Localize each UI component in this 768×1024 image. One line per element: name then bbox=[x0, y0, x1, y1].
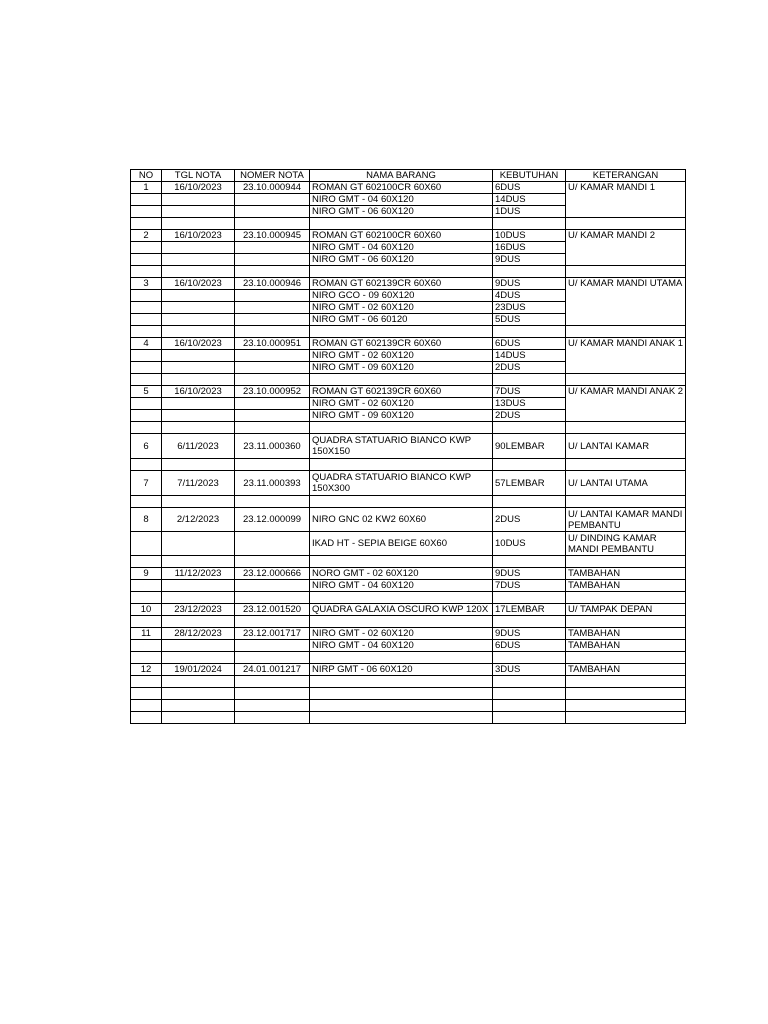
cell-tgl-nota: 16/10/2023 bbox=[162, 278, 235, 290]
cell-keterangan: TAMBAHAN bbox=[566, 664, 686, 676]
cell-no bbox=[131, 532, 162, 556]
cell-no: 2 bbox=[131, 230, 162, 242]
table-row bbox=[131, 604, 686, 616]
cell-no bbox=[131, 496, 162, 508]
cell-nomer-nota bbox=[235, 362, 310, 374]
cell-no bbox=[131, 326, 162, 338]
cell-no bbox=[131, 254, 162, 266]
cell-keterangan bbox=[566, 688, 686, 700]
cell-nama-barang: NIRO GMT - 06 60X120 bbox=[310, 254, 493, 266]
cell-nomer-nota bbox=[235, 314, 310, 326]
cell-tgl-nota bbox=[162, 712, 235, 724]
cell-keterangan: TAMBAHAN bbox=[566, 628, 686, 640]
cell-nama-barang: ROMAN GT 602139CR 60X60 bbox=[310, 338, 493, 350]
cell-kebutuhan bbox=[493, 652, 566, 664]
cell-nomer-nota: 23.10.000946 bbox=[235, 278, 310, 290]
table-row bbox=[131, 700, 686, 712]
table-row bbox=[131, 362, 686, 374]
cell-kebutuhan: 10DUS bbox=[493, 230, 566, 242]
cell-no: 7 bbox=[131, 471, 162, 496]
cell-nomer-nota bbox=[235, 410, 310, 422]
cell-keterangan bbox=[566, 398, 686, 410]
cell-kebutuhan: 6DUS bbox=[493, 182, 566, 194]
cell-tgl-nota bbox=[162, 254, 235, 266]
cell-nomer-nota bbox=[235, 302, 310, 314]
table-row bbox=[131, 628, 686, 640]
table-row bbox=[131, 290, 686, 302]
cell-tgl-nota: 11/12/2023 bbox=[162, 568, 235, 580]
table-row bbox=[131, 434, 686, 459]
cell-tgl-nota bbox=[162, 218, 235, 230]
cell-no bbox=[131, 700, 162, 712]
table-row bbox=[131, 338, 686, 350]
cell-kebutuhan: 16DUS bbox=[493, 242, 566, 254]
table-row bbox=[131, 386, 686, 398]
cell-keterangan bbox=[566, 362, 686, 374]
cell-tgl-nota bbox=[162, 459, 235, 471]
header-kebutuhan: KEBUTUHAN bbox=[493, 170, 566, 182]
cell-nama-barang: NIRO GMT - 06 60120 bbox=[310, 314, 493, 326]
cell-keterangan bbox=[566, 652, 686, 664]
cell-nomer-nota bbox=[235, 688, 310, 700]
cell-no bbox=[131, 652, 162, 664]
cell-keterangan: U/ DINDING KAMAR MANDI PEMBANTU bbox=[566, 532, 686, 556]
cell-tgl-nota bbox=[162, 616, 235, 628]
cell-kebutuhan: 10DUS bbox=[493, 532, 566, 556]
header-row bbox=[131, 170, 686, 182]
cell-kebutuhan: 9DUS bbox=[493, 254, 566, 266]
cell-nama-barang bbox=[310, 592, 493, 604]
cell-nama-barang bbox=[310, 459, 493, 471]
cell-keterangan bbox=[566, 194, 686, 206]
header-tgl-nota: TGL NOTA bbox=[162, 170, 235, 182]
cell-kebutuhan bbox=[493, 266, 566, 278]
cell-tgl-nota bbox=[162, 326, 235, 338]
cell-tgl-nota bbox=[162, 652, 235, 664]
cell-tgl-nota: 16/10/2023 bbox=[162, 338, 235, 350]
cell-nomer-nota: 23.10.000944 bbox=[235, 182, 310, 194]
cell-keterangan: U/ TAMPAK DEPAN bbox=[566, 604, 686, 616]
cell-nama-barang: NORO GMT - 02 60X120 bbox=[310, 568, 493, 580]
cell-nama-barang: NIRO GMT - 02 60X120 bbox=[310, 302, 493, 314]
cell-kebutuhan bbox=[493, 700, 566, 712]
cell-kebutuhan: 14DUS bbox=[493, 350, 566, 362]
cell-nomer-nota bbox=[235, 459, 310, 471]
cell-keterangan: U/ KAMAR MANDI UTAMA bbox=[566, 278, 686, 290]
cell-nomer-nota bbox=[235, 616, 310, 628]
table-row bbox=[131, 556, 686, 568]
cell-no bbox=[131, 206, 162, 218]
cell-no bbox=[131, 362, 162, 374]
table-row bbox=[131, 206, 686, 218]
cell-nama-barang: NIRO GMT - 09 60X120 bbox=[310, 362, 493, 374]
cell-nama-barang bbox=[310, 676, 493, 688]
header-keterangan: KETERANGAN bbox=[566, 170, 686, 182]
cell-tgl-nota bbox=[162, 422, 235, 434]
cell-tgl-nota bbox=[162, 302, 235, 314]
cell-tgl-nota bbox=[162, 206, 235, 218]
cell-kebutuhan: 7DUS bbox=[493, 386, 566, 398]
cell-nomer-nota bbox=[235, 218, 310, 230]
table-row bbox=[131, 652, 686, 664]
cell-nama-barang: NIRO GCO - 09 60X120 bbox=[310, 290, 493, 302]
cell-nomer-nota: 23.12.000099 bbox=[235, 508, 310, 532]
cell-no: 10 bbox=[131, 604, 162, 616]
cell-tgl-nota bbox=[162, 362, 235, 374]
cell-kebutuhan: 90LEMBAR bbox=[493, 434, 566, 459]
cell-nama-barang bbox=[310, 616, 493, 628]
cell-nomer-nota bbox=[235, 266, 310, 278]
cell-nama-barang: NIRP GMT - 06 60X120 bbox=[310, 664, 493, 676]
cell-tgl-nota bbox=[162, 556, 235, 568]
table-row bbox=[131, 688, 686, 700]
table-row bbox=[131, 422, 686, 434]
cell-kebutuhan bbox=[493, 712, 566, 724]
header-nomer-nota: NOMER NOTA bbox=[235, 170, 310, 182]
cell-no: 6 bbox=[131, 434, 162, 459]
cell-keterangan bbox=[566, 700, 686, 712]
table-row bbox=[131, 616, 686, 628]
cell-nomer-nota bbox=[235, 652, 310, 664]
cell-kebutuhan: 17LEMBAR bbox=[493, 604, 566, 616]
cell-nama-barang: IKAD HT - SEPIA BEIGE 60X60 bbox=[310, 532, 493, 556]
cell-no: 11 bbox=[131, 628, 162, 640]
cell-tgl-nota bbox=[162, 688, 235, 700]
cell-kebutuhan bbox=[493, 374, 566, 386]
cell-no bbox=[131, 640, 162, 652]
cell-nama-barang bbox=[310, 556, 493, 568]
cell-nama-barang: ROMAN GT 602139CR 60X60 bbox=[310, 278, 493, 290]
cell-no bbox=[131, 266, 162, 278]
cell-keterangan bbox=[566, 242, 686, 254]
cell-kebutuhan: 57LEMBAR bbox=[493, 471, 566, 496]
cell-nomer-nota: 24.01.001217 bbox=[235, 664, 310, 676]
cell-nama-barang: ROMAN GT 602139CR 60X60 bbox=[310, 386, 493, 398]
cell-nama-barang bbox=[310, 422, 493, 434]
cell-kebutuhan bbox=[493, 556, 566, 568]
cell-tgl-nota bbox=[162, 676, 235, 688]
cell-tgl-nota bbox=[162, 374, 235, 386]
cell-nama-barang bbox=[310, 218, 493, 230]
table-row bbox=[131, 508, 686, 532]
cell-nama-barang: NIRO GNC 02 KW2 60X60 bbox=[310, 508, 493, 532]
cell-nomer-nota bbox=[235, 374, 310, 386]
cell-no: 1 bbox=[131, 182, 162, 194]
cell-keterangan bbox=[566, 616, 686, 628]
cell-kebutuhan: 2DUS bbox=[493, 508, 566, 532]
table-row bbox=[131, 712, 686, 724]
cell-no bbox=[131, 556, 162, 568]
table-row bbox=[131, 471, 686, 496]
table-row bbox=[131, 302, 686, 314]
table-row bbox=[131, 640, 686, 652]
table-row bbox=[131, 254, 686, 266]
table-row bbox=[131, 592, 686, 604]
cell-keterangan: U/ LANTAI KAMAR MANDI PEMBANTU bbox=[566, 508, 686, 532]
table-row bbox=[131, 664, 686, 676]
cell-no bbox=[131, 422, 162, 434]
table-row bbox=[131, 218, 686, 230]
cell-keterangan bbox=[566, 266, 686, 278]
cell-nama-barang bbox=[310, 712, 493, 724]
cell-tgl-nota bbox=[162, 410, 235, 422]
cell-kebutuhan bbox=[493, 459, 566, 471]
table-row bbox=[131, 410, 686, 422]
cell-kebutuhan bbox=[493, 496, 566, 508]
table-row bbox=[131, 194, 686, 206]
cell-nomer-nota: 23.12.000666 bbox=[235, 568, 310, 580]
cell-nomer-nota bbox=[235, 242, 310, 254]
cell-keterangan bbox=[566, 556, 686, 568]
cell-tgl-nota: 16/10/2023 bbox=[162, 230, 235, 242]
cell-nama-barang bbox=[310, 496, 493, 508]
cell-tgl-nota bbox=[162, 496, 235, 508]
cell-nomer-nota bbox=[235, 640, 310, 652]
table-row bbox=[131, 459, 686, 471]
cell-no: 12 bbox=[131, 664, 162, 676]
cell-nomer-nota bbox=[235, 580, 310, 592]
cell-keterangan: U/ KAMAR MANDI 1 bbox=[566, 182, 686, 194]
cell-no bbox=[131, 459, 162, 471]
table-row bbox=[131, 676, 686, 688]
cell-keterangan bbox=[566, 374, 686, 386]
cell-keterangan: TAMBAHAN bbox=[566, 640, 686, 652]
cell-keterangan bbox=[566, 410, 686, 422]
cell-tgl-nota bbox=[162, 194, 235, 206]
cell-nama-barang: NIRO GMT - 04 60X120 bbox=[310, 640, 493, 652]
cell-tgl-nota: 16/10/2023 bbox=[162, 386, 235, 398]
cell-keterangan: U/ KAMAR MANDI 2 bbox=[566, 230, 686, 242]
cell-nomer-nota bbox=[235, 532, 310, 556]
cell-nomer-nota bbox=[235, 254, 310, 266]
header-no: NO bbox=[131, 170, 162, 182]
cell-no: 9 bbox=[131, 568, 162, 580]
cell-no bbox=[131, 302, 162, 314]
cell-no bbox=[131, 218, 162, 230]
table-row bbox=[131, 326, 686, 338]
cell-kebutuhan: 6DUS bbox=[493, 338, 566, 350]
cell-kebutuhan: 6DUS bbox=[493, 640, 566, 652]
cell-nama-barang: NIRO GMT - 02 60X120 bbox=[310, 628, 493, 640]
cell-kebutuhan bbox=[493, 326, 566, 338]
cell-keterangan bbox=[566, 302, 686, 314]
cell-keterangan bbox=[566, 676, 686, 688]
cell-nomer-nota: 23.10.000951 bbox=[235, 338, 310, 350]
cell-nomer-nota bbox=[235, 290, 310, 302]
cell-keterangan bbox=[566, 350, 686, 362]
cell-keterangan bbox=[566, 206, 686, 218]
cell-kebutuhan bbox=[493, 616, 566, 628]
cell-kebutuhan bbox=[493, 688, 566, 700]
cell-nomer-nota bbox=[235, 326, 310, 338]
cell-no: 3 bbox=[131, 278, 162, 290]
cell-kebutuhan: 23DUS bbox=[493, 302, 566, 314]
cell-nomer-nota: 23.11.000393 bbox=[235, 471, 310, 496]
cell-kebutuhan: 1DUS bbox=[493, 206, 566, 218]
cell-no bbox=[131, 314, 162, 326]
cell-nomer-nota bbox=[235, 194, 310, 206]
cell-keterangan: TAMBAHAN bbox=[566, 580, 686, 592]
cell-no bbox=[131, 374, 162, 386]
cell-no bbox=[131, 616, 162, 628]
cell-nama-barang bbox=[310, 266, 493, 278]
cell-kebutuhan: 9DUS bbox=[493, 278, 566, 290]
cell-kebutuhan: 13DUS bbox=[493, 398, 566, 410]
cell-tgl-nota: 16/10/2023 bbox=[162, 182, 235, 194]
cell-nomer-nota bbox=[235, 398, 310, 410]
cell-tgl-nota: 6/11/2023 bbox=[162, 434, 235, 459]
cell-keterangan: U/ LANTAI KAMAR bbox=[566, 434, 686, 459]
table-row bbox=[131, 532, 686, 556]
cell-keterangan: U/ KAMAR MANDI ANAK 1 bbox=[566, 338, 686, 350]
cell-kebutuhan: 2DUS bbox=[493, 362, 566, 374]
cell-kebutuhan: 14DUS bbox=[493, 194, 566, 206]
cell-no bbox=[131, 676, 162, 688]
table-row bbox=[131, 398, 686, 410]
cell-no bbox=[131, 290, 162, 302]
cell-nama-barang bbox=[310, 700, 493, 712]
cell-kebutuhan bbox=[493, 218, 566, 230]
table-row bbox=[131, 496, 686, 508]
table-row bbox=[131, 580, 686, 592]
cell-keterangan bbox=[566, 254, 686, 266]
table-row bbox=[131, 314, 686, 326]
cell-nama-barang bbox=[310, 688, 493, 700]
cell-nomer-nota bbox=[235, 496, 310, 508]
cell-nomer-nota: 23.12.001717 bbox=[235, 628, 310, 640]
cell-keterangan bbox=[566, 712, 686, 724]
cell-tgl-nota bbox=[162, 350, 235, 362]
table-row bbox=[131, 242, 686, 254]
cell-tgl-nota bbox=[162, 580, 235, 592]
cell-no bbox=[131, 242, 162, 254]
cell-nama-barang bbox=[310, 374, 493, 386]
cell-tgl-nota bbox=[162, 398, 235, 410]
cell-keterangan bbox=[566, 592, 686, 604]
cell-tgl-nota: 28/12/2023 bbox=[162, 628, 235, 640]
cell-nomer-nota bbox=[235, 592, 310, 604]
cell-nama-barang: NIRO GMT - 04 60X120 bbox=[310, 194, 493, 206]
cell-keterangan: TAMBAHAN bbox=[566, 568, 686, 580]
table-row bbox=[131, 278, 686, 290]
table-row bbox=[131, 374, 686, 386]
cell-kebutuhan: 7DUS bbox=[493, 580, 566, 592]
table-row bbox=[131, 230, 686, 242]
cell-no bbox=[131, 580, 162, 592]
cell-nomer-nota: 23.10.000952 bbox=[235, 386, 310, 398]
cell-keterangan bbox=[566, 326, 686, 338]
cell-nomer-nota bbox=[235, 676, 310, 688]
table-row bbox=[131, 266, 686, 278]
cell-nomer-nota: 23.12.001520 bbox=[235, 604, 310, 616]
cell-tgl-nota bbox=[162, 290, 235, 302]
cell-tgl-nota: 19/01/2024 bbox=[162, 664, 235, 676]
cell-no bbox=[131, 350, 162, 362]
cell-tgl-nota bbox=[162, 242, 235, 254]
cell-kebutuhan: 9DUS bbox=[493, 568, 566, 580]
header-nama-barang: NAMA BARANG bbox=[310, 170, 493, 182]
cell-kebutuhan: 2DUS bbox=[493, 410, 566, 422]
cell-nomer-nota: 23.11.000360 bbox=[235, 434, 310, 459]
cell-nomer-nota bbox=[235, 350, 310, 362]
cell-nomer-nota: 23.10.000945 bbox=[235, 230, 310, 242]
cell-kebutuhan: 4DUS bbox=[493, 290, 566, 302]
cell-tgl-nota bbox=[162, 532, 235, 556]
cell-no: 8 bbox=[131, 508, 162, 532]
cell-no bbox=[131, 688, 162, 700]
cell-kebutuhan bbox=[493, 422, 566, 434]
cell-tgl-nota: 7/11/2023 bbox=[162, 471, 235, 496]
table-row bbox=[131, 350, 686, 362]
cell-no bbox=[131, 398, 162, 410]
cell-keterangan: U/ KAMAR MANDI ANAK 2 bbox=[566, 386, 686, 398]
cell-kebutuhan: 9DUS bbox=[493, 628, 566, 640]
cell-keterangan bbox=[566, 496, 686, 508]
cell-nomer-nota bbox=[235, 422, 310, 434]
cell-keterangan bbox=[566, 314, 686, 326]
cell-keterangan bbox=[566, 422, 686, 434]
cell-nama-barang: QUADRA GALAXIA OSCURO KWP 120X bbox=[310, 604, 493, 616]
cell-nama-barang: ROMAN GT 602100CR 60X60 bbox=[310, 182, 493, 194]
cell-keterangan bbox=[566, 290, 686, 302]
table-row bbox=[131, 182, 686, 194]
cell-tgl-nota: 23/12/2023 bbox=[162, 604, 235, 616]
cell-nama-barang: NIRO GMT - 04 60X120 bbox=[310, 580, 493, 592]
cell-no bbox=[131, 410, 162, 422]
cell-nama-barang bbox=[310, 652, 493, 664]
cell-nomer-nota bbox=[235, 556, 310, 568]
nota-table-body bbox=[131, 170, 686, 724]
cell-nomer-nota bbox=[235, 206, 310, 218]
cell-no bbox=[131, 712, 162, 724]
cell-nama-barang: ROMAN GT 602100CR 60X60 bbox=[310, 230, 493, 242]
cell-keterangan bbox=[566, 459, 686, 471]
cell-tgl-nota bbox=[162, 592, 235, 604]
cell-kebutuhan bbox=[493, 676, 566, 688]
cell-nama-barang: QUADRA STATUARIO BIANCO KWP 150X150 bbox=[310, 434, 493, 459]
table-row bbox=[131, 568, 686, 580]
cell-nama-barang: NIRO GMT - 04 60X120 bbox=[310, 242, 493, 254]
cell-keterangan: U/ LANTAI UTAMA bbox=[566, 471, 686, 496]
cell-tgl-nota bbox=[162, 314, 235, 326]
cell-no bbox=[131, 592, 162, 604]
cell-no: 4 bbox=[131, 338, 162, 350]
cell-tgl-nota: 2/12/2023 bbox=[162, 508, 235, 532]
cell-kebutuhan: 3DUS bbox=[493, 664, 566, 676]
cell-kebutuhan: 5DUS bbox=[493, 314, 566, 326]
cell-keterangan bbox=[566, 218, 686, 230]
cell-nama-barang: NIRO GMT - 02 60X120 bbox=[310, 350, 493, 362]
cell-tgl-nota bbox=[162, 640, 235, 652]
cell-no: 5 bbox=[131, 386, 162, 398]
cell-tgl-nota bbox=[162, 700, 235, 712]
cell-nomer-nota bbox=[235, 712, 310, 724]
nota-table bbox=[130, 169, 686, 724]
cell-nomer-nota bbox=[235, 700, 310, 712]
cell-nama-barang: NIRO GMT - 02 60X120 bbox=[310, 398, 493, 410]
cell-nama-barang: NIRO GMT - 06 60X120 bbox=[310, 206, 493, 218]
cell-nama-barang bbox=[310, 326, 493, 338]
cell-nama-barang: NIRO GMT - 09 60X120 bbox=[310, 410, 493, 422]
cell-no bbox=[131, 194, 162, 206]
cell-kebutuhan bbox=[493, 592, 566, 604]
cell-tgl-nota bbox=[162, 266, 235, 278]
cell-nama-barang: QUADRA STATUARIO BIANCO KWP 150X300 bbox=[310, 471, 493, 496]
